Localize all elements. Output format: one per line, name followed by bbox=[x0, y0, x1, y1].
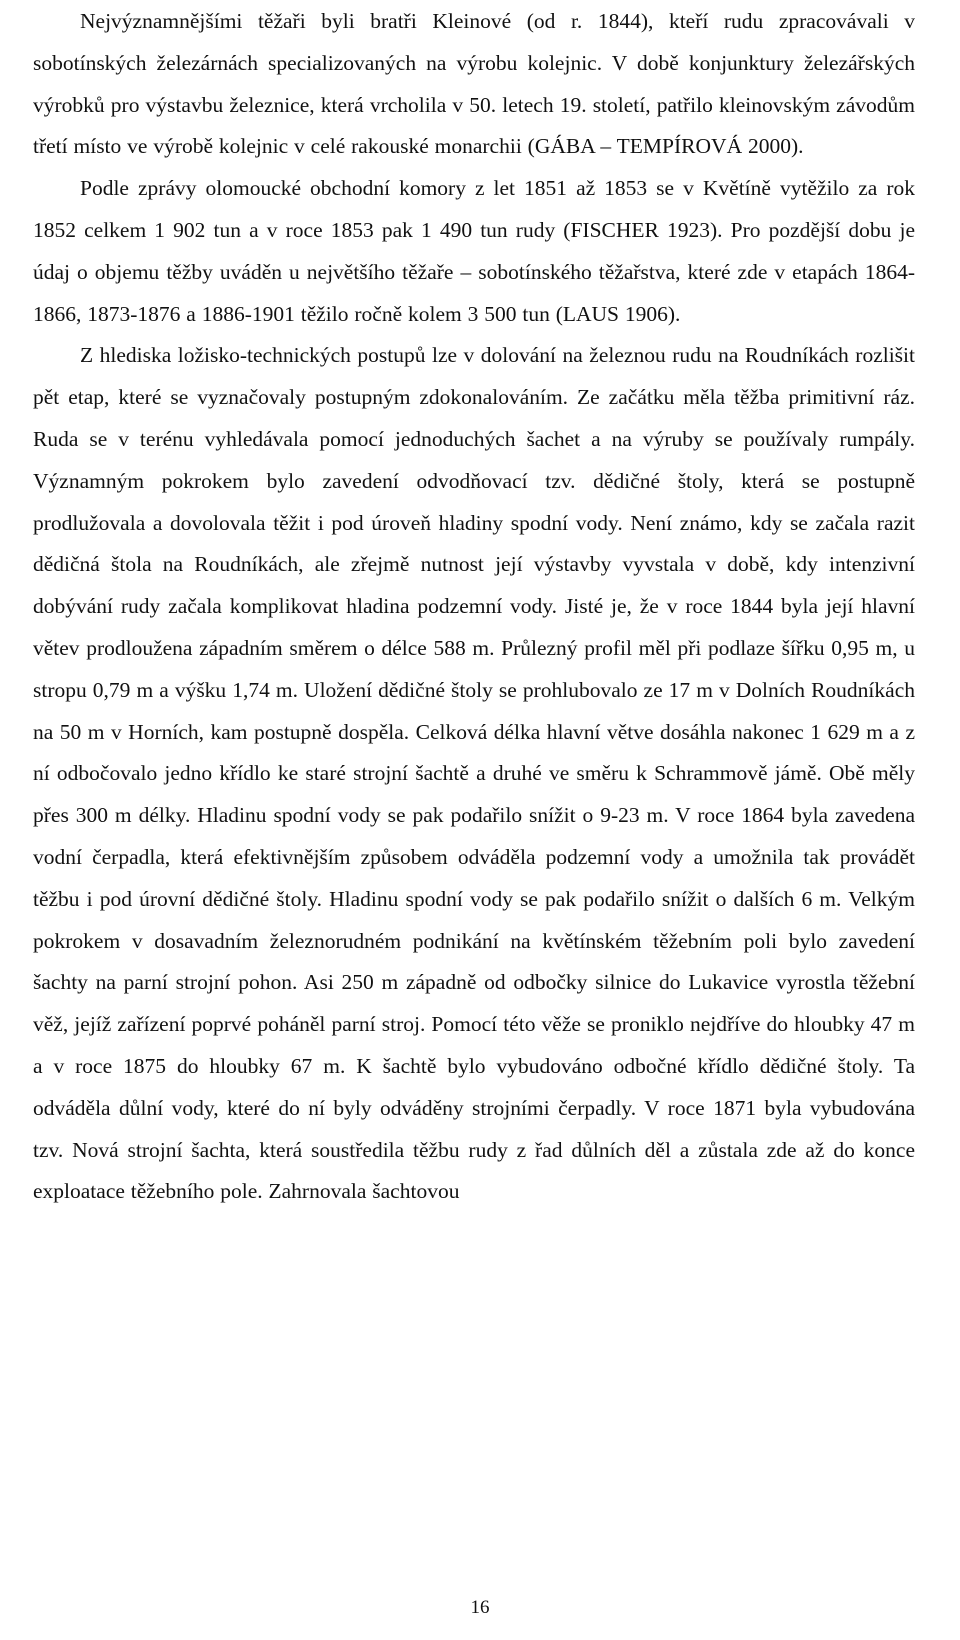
document-page bbox=[33, 0, 915, 1213]
paragraph-mining-stages: Z hlediska ložisko-technických postupů lze v dolování na železnou rudu na Roudníkách rozlišit pět etap, které se vyznačovaly postupným zdokonalováním. Ze začátku měla těžba primitivní ráz. Ruda se v terénu vyhledávala pomocí jednoduchých šachet a na výruby se používaly rumpály. Významným pokrokem bylo zavedení odvodňovací tzv. dědičné štoly, která se postupně prodlužovala a dovolovala těžit i pod úroveň hladiny spodní vody. Není známo, kdy se začala razit dědičná štola na Roudníkách, ale zřejmě nutnost její výstavby vyvstala v době, kdy intenzivní dobývání rudy začala komplikovat hladina podzemní vody. Jisté je, že v roce 1844 byla její hlavní větev prodloužena západním směrem o délce 588 m. Průlezný profil měl při podlaze šířku 0,95 m, u stropu 0,79 m a výšku 1,74 m. Uložení dědičné štoly se prohlubovalo ze 17 m v Dolních Roudníkách na 50 m v Horních, kam postupně dospěla. Celková délka hlavní větve dosáhla nakonec 1 629 m a z ní odbočovalo jedno křídlo ke staré strojní šachtě a druhé ve směru k Schrammově jámě. Obě měly přes 300 m délky. Hladinu spodní vody se pak podařilo snížit o 9-23 m. V roce 1864 byla zavedena vodní čerpadla, která efektivnějším způsobem odváděla podzemní vody a umožnila tak provádět těžbu i pod úrovní dědičné štoly. Hladinu spodní vody se pak podařilo snížit o dalších 6 m. Velkým pokrokem v dosavadním železnorudném podnikání na květínském těžebním poli bylo zavedení šachty na parní strojní pohon. Asi 250 m západně od odbočky silnice do Lukavice vyrostla těžební věž, jejíž zařízení poprvé poháněl parní stroj. Pomocí této věže se proniklo nejdříve do hloubky 47 m a v roce 1875 do hloubky 67 m. K šachtě bylo vybudováno odbočné křídlo dědičné štoly. Ta odváděla důlní vody, které do ní byly odváděny strojními čerpadly. V roce 1871 byla vybudována tzv. Nová strojní šachta, která soustředila těžbu rudy z řad důlních děl a zůstala zde až do konce exploatace těžebního pole. Zahrnovala šachtovou bbox=[33, 343, 915, 1204]
paragraph-kleinove: Nejvýznamnějšími těžaři byli bratři Kleinové (od r. 1844), kteří rudu zpracovávali v sobotínských železárnách specializovaných na výrobu kolejnic. V době konjunktury železářských výrobků pro výstavbu železnice, která vrcholila v 50. letech 19. století, patřilo kleinovským závodům třetí místo ve výrobě kolejnic v celé rakouské monarchii (GÁBA – TEMPÍROVÁ 2000). bbox=[33, 9, 915, 159]
paragraph-production-figures: Podle zprávy olomoucké obchodní komory z let 1851 až 1853 se v Květíně vytěžilo za rok 1852 celkem 1 902 tun a v roce 1853 pak 1 490 tun rudy (FISCHER 1923). Pro pozdější dobu je údaj o objemu těžby uváděn u největšího těžaře – sobotínského těžařstva, které zde v etapách 1864-1866, 1873-1876 a 1886-1901 těžilo ročně kolem 3 500 tun (LAUS 1906). bbox=[33, 176, 915, 326]
page-number: 16 bbox=[470, 1597, 490, 1618]
